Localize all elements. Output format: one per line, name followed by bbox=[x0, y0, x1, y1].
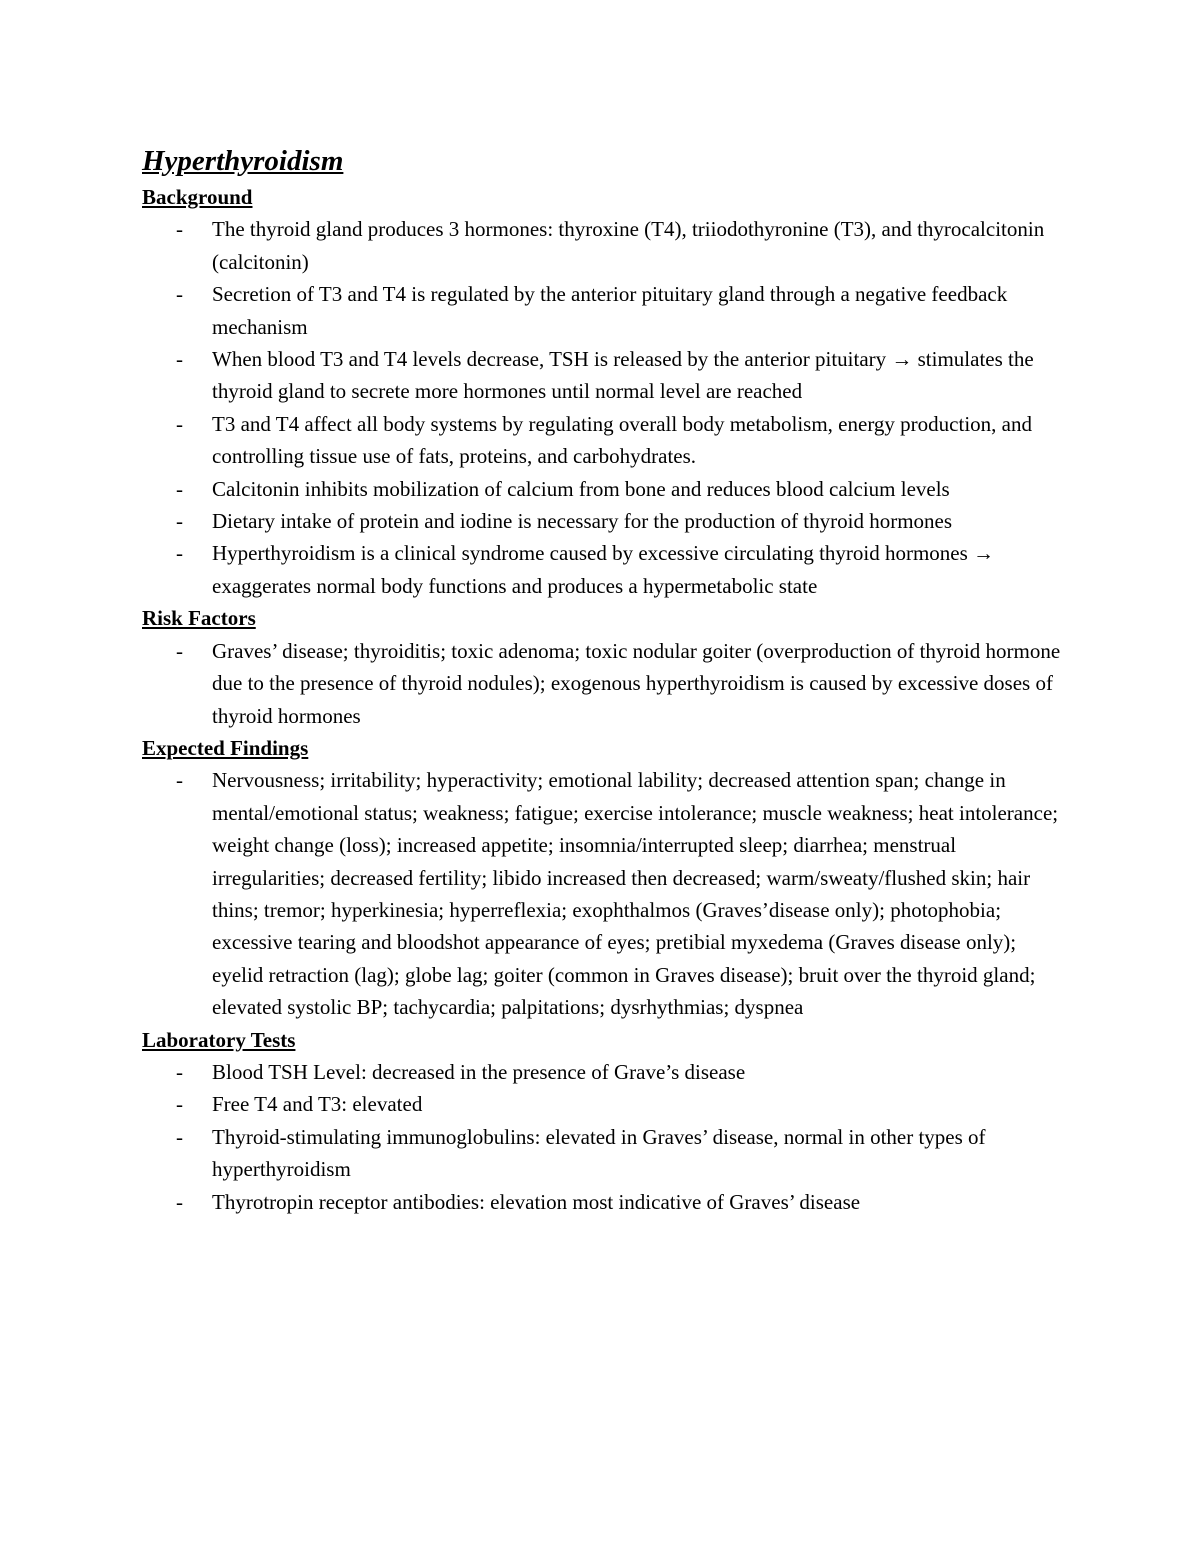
dash-bullet: - bbox=[176, 768, 183, 793]
list-item bbox=[142, 505, 1072, 537]
list-item-text: Secretion of T3 and T4 is regulated by the anterior pituitary gland through a negative feedback mechanism bbox=[212, 282, 1008, 339]
dash-bullet: - bbox=[176, 476, 183, 501]
dash-bullet: - bbox=[176, 1189, 183, 1214]
section-heading: Laboratory Tests bbox=[142, 1027, 296, 1052]
section-background bbox=[142, 181, 1072, 602]
dash-bullet: - bbox=[176, 1059, 183, 1084]
dash-bullet: - bbox=[176, 282, 183, 307]
list-item-text: Graves’ disease; thyroiditis; toxic adenoma; toxic nodular goiter (overproduction of thyroid hormone due to the presence of thyroid nodules); exogenous hyperthyroidism is caused by excessive doses of thyroid hormones bbox=[212, 638, 1061, 728]
list-item bbox=[142, 343, 1072, 408]
list-item bbox=[142, 635, 1072, 732]
section-heading: Expected Findings bbox=[142, 735, 309, 760]
list-item-text: T3 and T4 affect all body systems by regulating overall body metabolism, energy production, and controlling tissue use of fats, proteins, and carbohydrates. bbox=[212, 411, 1032, 469]
list-item bbox=[142, 278, 1072, 343]
list-item-text: Dietary intake of protein and iodine is necessary for the production of thyroid hormones bbox=[212, 509, 953, 534]
list-item bbox=[142, 1186, 1072, 1218]
dash-bullet: - bbox=[176, 411, 183, 436]
list-item bbox=[142, 473, 1072, 505]
dash-bullet: - bbox=[176, 217, 183, 242]
dash-bullet: - bbox=[176, 541, 183, 566]
list-item bbox=[142, 1121, 1072, 1186]
list-item bbox=[142, 213, 1072, 278]
section-laboratory-tests bbox=[142, 1024, 1072, 1218]
list-item bbox=[142, 764, 1072, 1023]
list-item-text: Thyrotropin receptor antibodies: elevation most indicative of Graves’ disease bbox=[212, 1189, 861, 1214]
section-heading: Risk Factors bbox=[142, 606, 256, 631]
list-item bbox=[142, 1056, 1072, 1088]
list-item-text: Hyperthyroidism is a clinical syndrome caused by excessive circulating thyroid hormones → exaggerates normal body functions and produces a hypermetabolic state bbox=[212, 541, 995, 598]
list-item bbox=[142, 537, 1072, 602]
list-item-text: Calcitonin inhibits mobilization of calcium from bone and reduces blood calcium levels bbox=[212, 476, 950, 501]
list-item bbox=[142, 1088, 1072, 1120]
bullet-list bbox=[142, 1056, 1072, 1218]
dash-bullet: - bbox=[176, 1124, 183, 1149]
bullet-list bbox=[142, 764, 1072, 1023]
list-item-text: Blood TSH Level: decreased in the presence of Grave’s disease bbox=[212, 1059, 746, 1084]
dash-bullet: - bbox=[176, 347, 183, 372]
bullet-list bbox=[142, 213, 1072, 602]
section-expected-findings bbox=[142, 732, 1072, 1024]
dash-bullet: - bbox=[176, 509, 183, 534]
document-content bbox=[142, 141, 1072, 1218]
list-item-text: When blood T3 and T4 levels decrease, TSH is released by the anterior pituitary → stimulates the thyroid gland to secrete more hormones until normal level are reached bbox=[212, 347, 1034, 404]
list-item-text: Free T4 and T3: elevated bbox=[212, 1092, 423, 1117]
section-risk-factors bbox=[142, 602, 1072, 732]
dash-bullet: - bbox=[176, 638, 183, 663]
list-item-text: The thyroid gland produces 3 hormones: thyroxine (T4), triiodothyronine (T3), and thyrocalcitonin (calcitonin) bbox=[212, 217, 1045, 274]
bullet-list bbox=[142, 635, 1072, 732]
dash-bullet: - bbox=[176, 1092, 183, 1117]
document-title: Hyperthyroidism bbox=[142, 145, 344, 177]
list-item bbox=[142, 408, 1072, 473]
list-item-text: Thyroid-stimulating immunoglobulins: elevated in Graves’ disease, normal in other types of hyperthyroidism bbox=[212, 1124, 986, 1182]
list-item-text: Nervousness; irritability; hyperactivity; emotional lability; decreased attention span; change in mental/emotional status; weakness; fatigue; exercise intolerance; muscle weakness; heat intolerance; weight change (loss); increased appetite; insomnia/interrupted sleep; diarrhea; menstrual irregularities; decreased fertility; libido increased then decreased; warm/sweaty/flushed skin; hair thins; tremor; hyperkinesia; hyperreflexia; exophthalmos (Graves’disease only); photophobia; excessive tearing and bloodshot appearance of eyes; pretibial myxedema (Graves disease only); eyelid retraction (lag); globe lag; goiter (common in Graves disease); bruit over the thyroid gland; elevated systolic BP; tachycardia; palpitations; dysrhythmias; dyspnea bbox=[212, 768, 1059, 1020]
section-heading: Background bbox=[142, 185, 253, 209]
